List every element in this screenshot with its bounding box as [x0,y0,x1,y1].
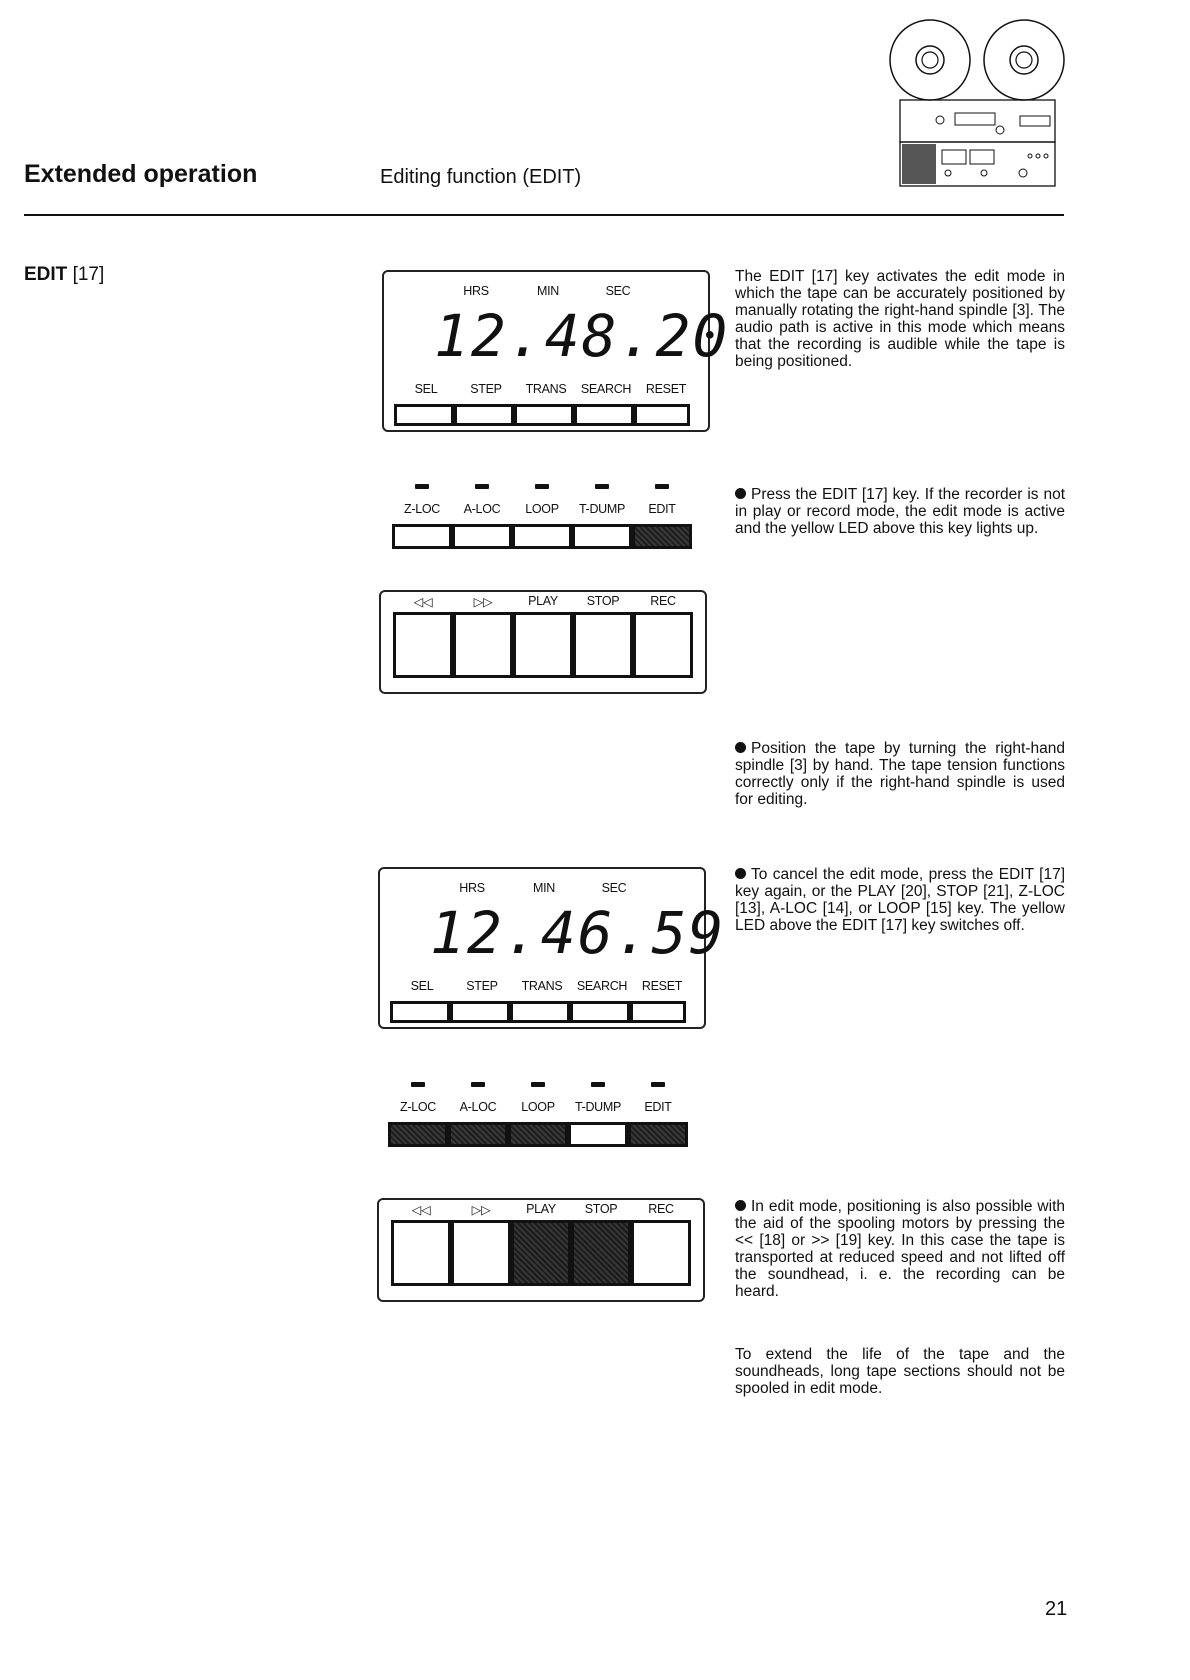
tape-recorder-illustration [880,18,1070,190]
sel-key[interactable] [390,1001,450,1023]
loop-label: LOOP [521,1100,555,1114]
search-key[interactable] [570,1001,630,1023]
instruction-text: Press the EDIT [17] key. If the recorder is not in play or record mode, the edit mode is active and the yellow LED above this key lights up. [735,486,1065,537]
bullet-icon [735,742,746,753]
time-counter-readout: 12.46.59 [430,899,726,967]
rewind-label: ◁◁ [411,1203,431,1217]
trans-label: TRANS [525,382,567,396]
header-divider [24,214,1064,216]
edit-led [651,1082,665,1087]
aloc-label: A-LOC [463,502,501,516]
stop-key[interactable] [573,612,633,678]
zloc-key[interactable] [392,524,452,549]
min-label: MIN [532,881,556,895]
trans-label: TRANS [521,979,563,993]
sel-label: SEL [414,382,438,396]
counter-display-panel [378,867,726,1029]
play-key[interactable] [513,612,573,678]
stop-label: STOP [586,594,620,608]
rewind-key[interactable] [391,1220,451,1286]
step-label: STEP [466,979,498,993]
tdump-label: T-DUMP [574,1100,622,1114]
step-key[interactable] [454,404,514,426]
loop-led [535,484,549,489]
aloc-key[interactable] [452,524,512,549]
rec-label: REC [650,594,676,608]
transport-key-panel [377,1198,705,1302]
tdump-key[interactable] [568,1122,628,1147]
instruction-text: In edit mode, positioning is also possible with the aid of the spooling motors by pressing the << [18] or >> [19] key. In this case the tape is transported at reduced speed and not lifted off the soundhead, i. e. the recording can be heard. [735,1198,1065,1300]
zloc-key[interactable] [388,1122,448,1147]
aloc-led [471,1082,485,1087]
aloc-key[interactable] [448,1122,508,1147]
tdump-key[interactable] [572,524,632,549]
section-name: EDIT [24,264,68,285]
rewind-key[interactable] [393,612,453,678]
fast-forward-label: ▷▷ [471,1203,491,1217]
edit-key-active[interactable] [632,524,692,549]
loop-key[interactable] [512,524,572,549]
section-ref: [17] [72,264,105,285]
fast-forward-key[interactable] [451,1220,511,1286]
reset-label: RESET [641,979,683,993]
rewind-label: ◁◁ [413,595,433,609]
search-label: SEARCH [580,382,632,396]
hrs-label: HRS [459,881,485,895]
play-label: PLAY [526,1202,556,1216]
reset-key[interactable] [634,404,690,426]
tdump-led [595,484,609,489]
zloc-label: Z-LOC [403,502,441,516]
edit-led [655,484,669,489]
play-key[interactable] [511,1220,571,1286]
locator-key-group [388,1082,694,1150]
page-subtitle: Editing function (EDIT) [380,166,582,188]
zloc-led [411,1082,425,1087]
aloc-led [475,484,489,489]
aloc-label: A-LOC [459,1100,497,1114]
step-key[interactable] [450,1001,510,1023]
bullet-icon [735,1200,746,1211]
loop-led [531,1082,545,1087]
instruction-cancel-edit [735,866,1065,934]
instruction-press-edit [735,486,1065,537]
search-label: SEARCH [576,979,628,993]
trans-key[interactable] [510,1001,570,1023]
sec-label: SEC [601,881,627,895]
min-label: MIN [536,284,560,298]
counter-display-panel [382,270,730,432]
edit-label: EDIT [644,1100,672,1114]
locator-key-group [392,484,698,552]
page-section-title: Extended operation [24,160,258,188]
rec-key[interactable] [631,1220,691,1286]
sec-label: SEC [605,284,631,298]
sel-key[interactable] [394,404,454,426]
stop-key[interactable] [571,1220,631,1286]
tdump-led [591,1082,605,1087]
trans-key[interactable] [514,404,574,426]
search-key[interactable] [574,404,634,426]
instruction-text: To cancel the edit mode, press the EDIT [17] key again, or the PLAY [20], STOP [21], Z-LOC [13], A-LOC [14], or LOOP [15] key. The yellow LED above the EDIT [17] key switches off. [735,866,1065,934]
edit-label: EDIT [648,502,676,516]
step-label: STEP [470,382,502,396]
fast-forward-key[interactable] [453,612,513,678]
section-heading [24,264,104,286]
instruction-position-tape [735,740,1065,808]
tdump-label: T-DUMP [578,502,626,516]
instruction-text: Position the tape by turning the right-hand spindle [3] by hand. The tape tension functions correctly only if the right-hand spindle is used for editing. [735,740,1065,808]
bullet-icon [735,868,746,879]
zloc-led [415,484,429,489]
time-counter-readout: 12.48.20 [434,302,730,370]
intro-paragraph: The EDIT [17] key activates the edit mode in which the tape can be accurately positioned by manually rotating the right-hand spindle [3]. The audio path is active in this mode which means that the recording is audible while the tape is being positioned. [735,268,1065,370]
reset-key[interactable] [630,1001,686,1023]
page-number: 21 [1045,1598,1068,1620]
rec-key[interactable] [633,612,693,678]
loop-label: LOOP [525,502,559,516]
loop-key[interactable] [508,1122,568,1147]
play-label: PLAY [528,594,558,608]
bullet-icon [735,488,746,499]
tape-life-note: To extend the life of the tape and the soundheads, long tape sections should not be spooled in edit mode. [735,1346,1065,1397]
edit-key[interactable] [628,1122,688,1147]
fast-forward-label: ▷▷ [473,595,493,609]
reset-label: RESET [645,382,687,396]
zloc-label: Z-LOC [399,1100,437,1114]
hrs-label: HRS [463,284,489,298]
instruction-spooling [735,1198,1065,1300]
rec-label: REC [648,1202,674,1216]
transport-key-panel [379,590,707,694]
stop-label: STOP [584,1202,618,1216]
sel-label: SEL [410,979,434,993]
